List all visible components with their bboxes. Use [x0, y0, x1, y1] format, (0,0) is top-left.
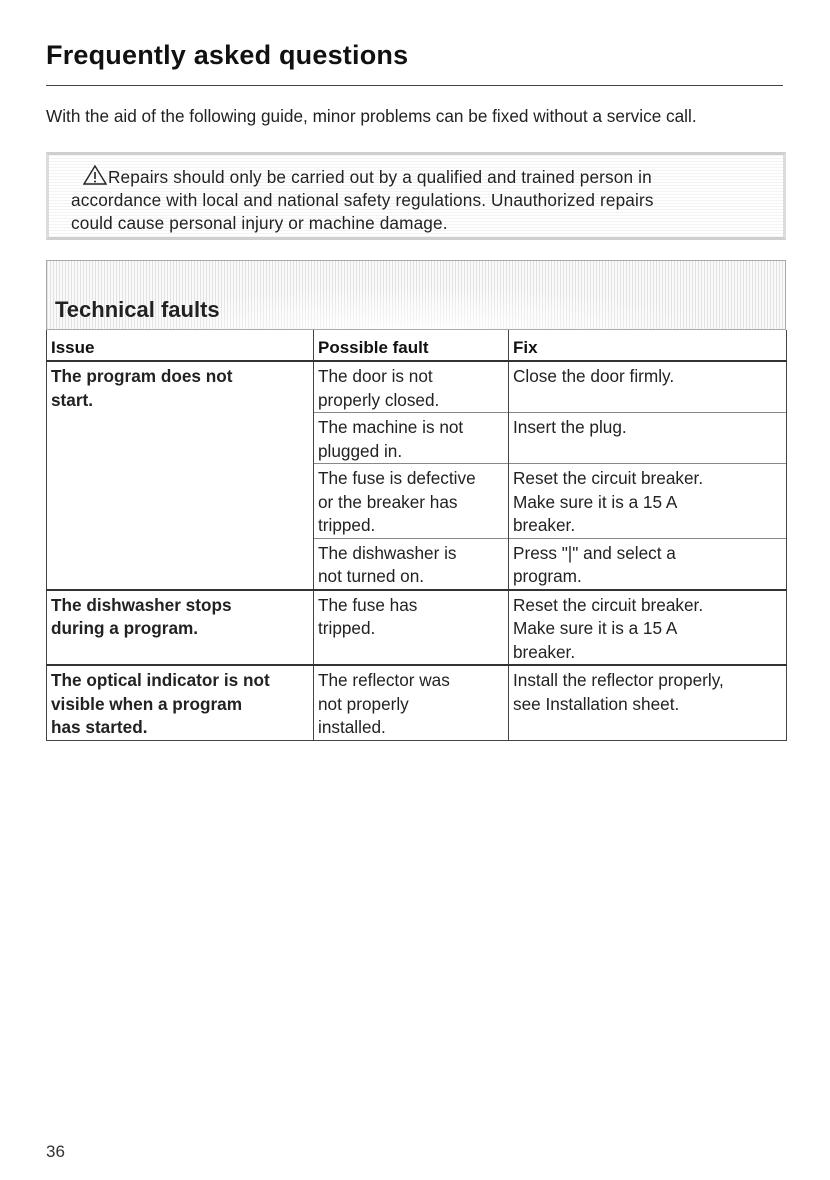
table-row [47, 590, 787, 666]
issue-cell: The dishwasher stops during a program. [47, 590, 314, 666]
page-title: Frequently asked questions [46, 40, 409, 70]
fix-cell: Reset the circuit breaker. Make sure it is a 15 A breaker. [509, 590, 787, 666]
warning-line: accordance with local and national safety regulations. Unauthorized repairs [71, 190, 654, 210]
table-row [47, 361, 787, 413]
column-header-fix: Fix [509, 330, 787, 361]
warning-triangle-icon [83, 165, 107, 185]
fix-cell: Press "|" and select a program. [509, 538, 787, 590]
fix-cell: Reset the circuit breaker. Make sure it is a 15 A breaker. [509, 464, 787, 539]
issue-cell: The program does not start. [47, 361, 314, 590]
intro-text: With the aid of the following guide, minor problems can be fixed without a service call. [46, 106, 697, 126]
fault-cell: The door is not properly closed. [314, 361, 509, 413]
fault-cell: The reflector was not properly installed. [314, 665, 509, 740]
column-header-possible-fault: Possible fault [314, 330, 509, 361]
title-divider [46, 85, 783, 86]
fault-cell: The fuse has tripped. [314, 590, 509, 666]
section-header-band [46, 260, 786, 330]
section-title: Technical faults [55, 297, 220, 322]
page-number: 36 [46, 1142, 65, 1161]
fault-cell: The machine is not plugged in. [314, 413, 509, 464]
warning-text [71, 165, 765, 235]
issue-cell: The optical indicator is not visible when a program has started. [47, 665, 314, 740]
warning-line: Repairs should only be carried out by a qualified and trained person in [108, 167, 652, 187]
warning-line: could cause personal injury or machine damage. [71, 213, 448, 233]
column-header-issue: Issue [47, 330, 314, 361]
table-row [47, 665, 787, 740]
fault-cell: The dishwasher is not turned on. [314, 538, 509, 590]
fix-cell: Close the door firmly. [509, 361, 787, 413]
warning-box [46, 152, 786, 240]
fix-cell: Insert the plug. [509, 413, 787, 464]
fix-cell: Install the reflector properly, see Installation sheet. [509, 665, 787, 740]
table-header-row [47, 330, 787, 361]
fault-cell: The fuse is defective or the breaker has tripped. [314, 464, 509, 539]
technical-faults-table [46, 330, 787, 741]
